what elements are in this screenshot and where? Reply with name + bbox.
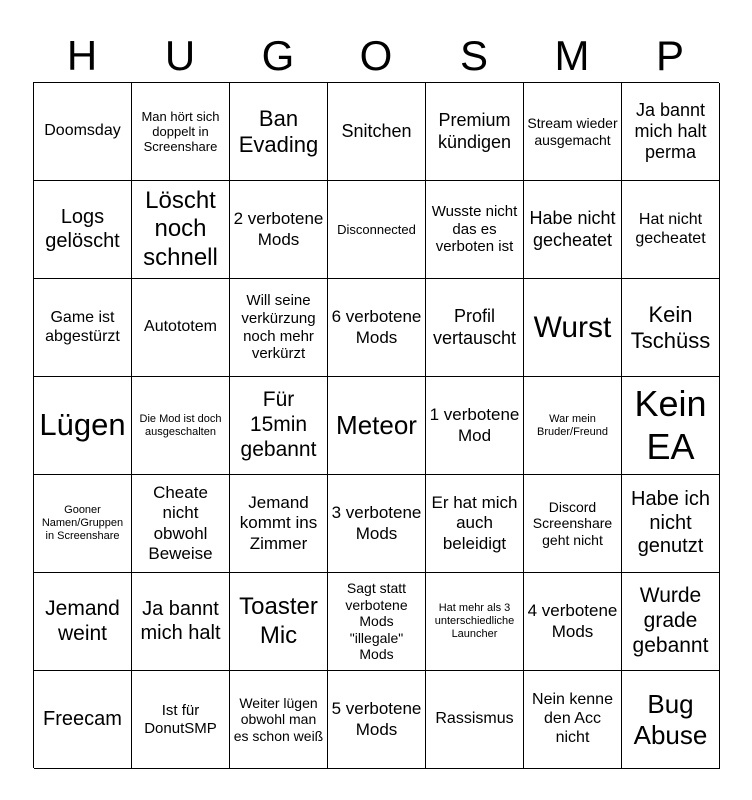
cell-text: Habe ich nicht genutzt bbox=[631, 488, 710, 558]
cell-text: 4 verbotene Mods bbox=[527, 601, 618, 641]
bingo-cell[interactable] bbox=[328, 671, 426, 769]
bingo-cell[interactable] bbox=[328, 475, 426, 573]
bingo-cell[interactable] bbox=[622, 377, 720, 475]
bingo-board bbox=[33, 82, 719, 768]
cell-text: Ja bannt mich halt perma bbox=[634, 99, 707, 163]
bingo-cell[interactable] bbox=[328, 377, 426, 475]
cell-text: Ja bannt mich halt bbox=[140, 597, 221, 644]
bingo-cell[interactable] bbox=[132, 573, 230, 671]
bingo-cell[interactable] bbox=[34, 279, 132, 377]
cell-text: Ist für DonutSMP bbox=[144, 701, 217, 737]
bingo-cell[interactable] bbox=[524, 671, 622, 769]
bingo-cell[interactable] bbox=[622, 279, 720, 377]
bingo-cell[interactable] bbox=[524, 181, 622, 279]
bingo-cell[interactable] bbox=[622, 671, 720, 769]
header-letter-o: O bbox=[359, 32, 393, 79]
cell-text: 6 verbotene Mods bbox=[331, 307, 422, 347]
cell-text: Will seine verkürzung noch mehr verkürzt bbox=[241, 292, 316, 363]
bingo-cell[interactable] bbox=[34, 573, 132, 671]
cell-text: Man hört sich doppelt in Screenshare bbox=[141, 108, 220, 155]
bingo-cell[interactable] bbox=[34, 83, 132, 181]
bingo-cell[interactable] bbox=[230, 181, 328, 279]
cell-text: Lügen bbox=[39, 407, 126, 443]
header-letter-g: G bbox=[261, 32, 295, 79]
cell-text: Premium kündigen bbox=[437, 110, 512, 152]
bingo-cell[interactable] bbox=[132, 279, 230, 377]
header-letter-p: P bbox=[655, 32, 684, 79]
cell-text: 5 verbotene Mods bbox=[331, 699, 422, 739]
cell-text: Jemand weint bbox=[45, 596, 120, 645]
bingo-cell[interactable] bbox=[34, 181, 132, 279]
cell-text: Jemand kommt ins Zimmer bbox=[239, 493, 318, 553]
bingo-cell[interactable] bbox=[524, 83, 622, 181]
cell-text: Gooner Namen/Gruppen in Screenshare bbox=[41, 504, 124, 542]
bingo-cell[interactable] bbox=[132, 181, 230, 279]
cell-text: Nein kenne den Acc nicht bbox=[532, 691, 613, 746]
cell-text: Habe nicht gecheatet bbox=[529, 208, 616, 250]
bingo-cell[interactable] bbox=[524, 279, 622, 377]
bingo-cell[interactable] bbox=[426, 181, 524, 279]
bingo-cell[interactable] bbox=[230, 83, 328, 181]
cell-text: Profil vertauscht bbox=[432, 306, 517, 348]
cell-text: Discord Screenshare geht nicht bbox=[532, 498, 613, 548]
bingo-cell[interactable] bbox=[622, 573, 720, 671]
bingo-cell[interactable] bbox=[132, 377, 230, 475]
cell-text: Toaster Mic bbox=[239, 593, 318, 649]
cell-text: 1 verbotene Mod bbox=[429, 405, 520, 445]
cell-text: Hat mehr als 3 unterschiedliche Launcher bbox=[434, 602, 515, 640]
cell-text: Wusste nicht das es verboten ist bbox=[431, 202, 518, 256]
bingo-cell[interactable] bbox=[426, 671, 524, 769]
bingo-cell[interactable] bbox=[426, 573, 524, 671]
cell-text: Freecam bbox=[43, 707, 122, 730]
bingo-cell[interactable] bbox=[426, 279, 524, 377]
bingo-cell[interactable] bbox=[230, 279, 328, 377]
bingo-cell[interactable] bbox=[230, 377, 328, 475]
cell-text: Für 15min gebannt bbox=[240, 388, 317, 461]
cell-text: Doomsday bbox=[44, 122, 121, 140]
bingo-cell[interactable] bbox=[524, 573, 622, 671]
cell-text: Er hat mich auch beleidigt bbox=[431, 493, 518, 553]
cell-text: Logs gelöscht bbox=[45, 205, 120, 252]
cell-text: Cheate nicht obwohl Beweise bbox=[148, 483, 213, 563]
cell-text: Meteor bbox=[336, 410, 417, 441]
cell-text: Die Mod ist doch ausgeschalten bbox=[139, 412, 222, 438]
bingo-cell[interactable] bbox=[132, 475, 230, 573]
bingo-cell[interactable] bbox=[328, 181, 426, 279]
header-letter-m: M bbox=[554, 32, 590, 79]
header-letter-h: H bbox=[66, 32, 98, 79]
cell-text: 3 verbotene Mods bbox=[331, 503, 422, 543]
cell-text: Rassismus bbox=[435, 710, 514, 728]
cell-text: War mein Bruder/Freund bbox=[537, 412, 608, 438]
cell-text: 2 verbotene Mods bbox=[233, 209, 324, 249]
bingo-cell[interactable] bbox=[524, 377, 622, 475]
cell-text: Wurde grade gebannt bbox=[632, 584, 709, 657]
cell-text: Sagt statt verbotene Mods "illegale" Mods bbox=[345, 580, 408, 663]
bingo-cell[interactable] bbox=[34, 475, 132, 573]
cell-text: Stream wieder ausgemacht bbox=[527, 114, 618, 148]
header-letter-s: S bbox=[459, 32, 488, 79]
bingo-cell[interactable] bbox=[524, 475, 622, 573]
bingo-cell[interactable] bbox=[622, 83, 720, 181]
bingo-cell[interactable] bbox=[426, 83, 524, 181]
bingo-header bbox=[33, 28, 719, 84]
cell-text: Game ist abgestürzt bbox=[45, 308, 120, 345]
bingo-cell[interactable] bbox=[34, 671, 132, 769]
bingo-cell[interactable] bbox=[230, 573, 328, 671]
bingo-cell[interactable] bbox=[230, 475, 328, 573]
bingo-cell[interactable] bbox=[328, 83, 426, 181]
cell-text: Ban Evading bbox=[238, 105, 319, 157]
bingo-cell[interactable] bbox=[34, 377, 132, 475]
bingo-cell[interactable] bbox=[328, 279, 426, 377]
bingo-cell[interactable] bbox=[328, 573, 426, 671]
header-letter-u: U bbox=[164, 32, 196, 79]
bingo-cell[interactable] bbox=[132, 671, 230, 769]
cell-text: Hat nicht gecheatet bbox=[635, 210, 706, 247]
bingo-cell[interactable] bbox=[622, 475, 720, 573]
bingo-cell[interactable] bbox=[132, 83, 230, 181]
cell-text: Löscht noch schnell bbox=[143, 187, 218, 271]
bingo-cell[interactable] bbox=[622, 181, 720, 279]
cell-text: Weiter lügen obwohl man es schon weiß bbox=[233, 694, 324, 744]
cell-text: Kein EA bbox=[634, 383, 707, 467]
cell-text: Autototem bbox=[144, 318, 217, 336]
cell-text: Bug Abuse bbox=[633, 688, 708, 750]
cell-text: Wurst bbox=[533, 310, 612, 344]
cell-text: Snitchen bbox=[341, 120, 412, 141]
cell-text: Kein Tschüss bbox=[630, 301, 711, 353]
cell-text: Disconnected bbox=[337, 221, 416, 237]
bingo-cell[interactable] bbox=[426, 475, 524, 573]
bingo-cell[interactable] bbox=[230, 671, 328, 769]
bingo-cell[interactable] bbox=[426, 377, 524, 475]
